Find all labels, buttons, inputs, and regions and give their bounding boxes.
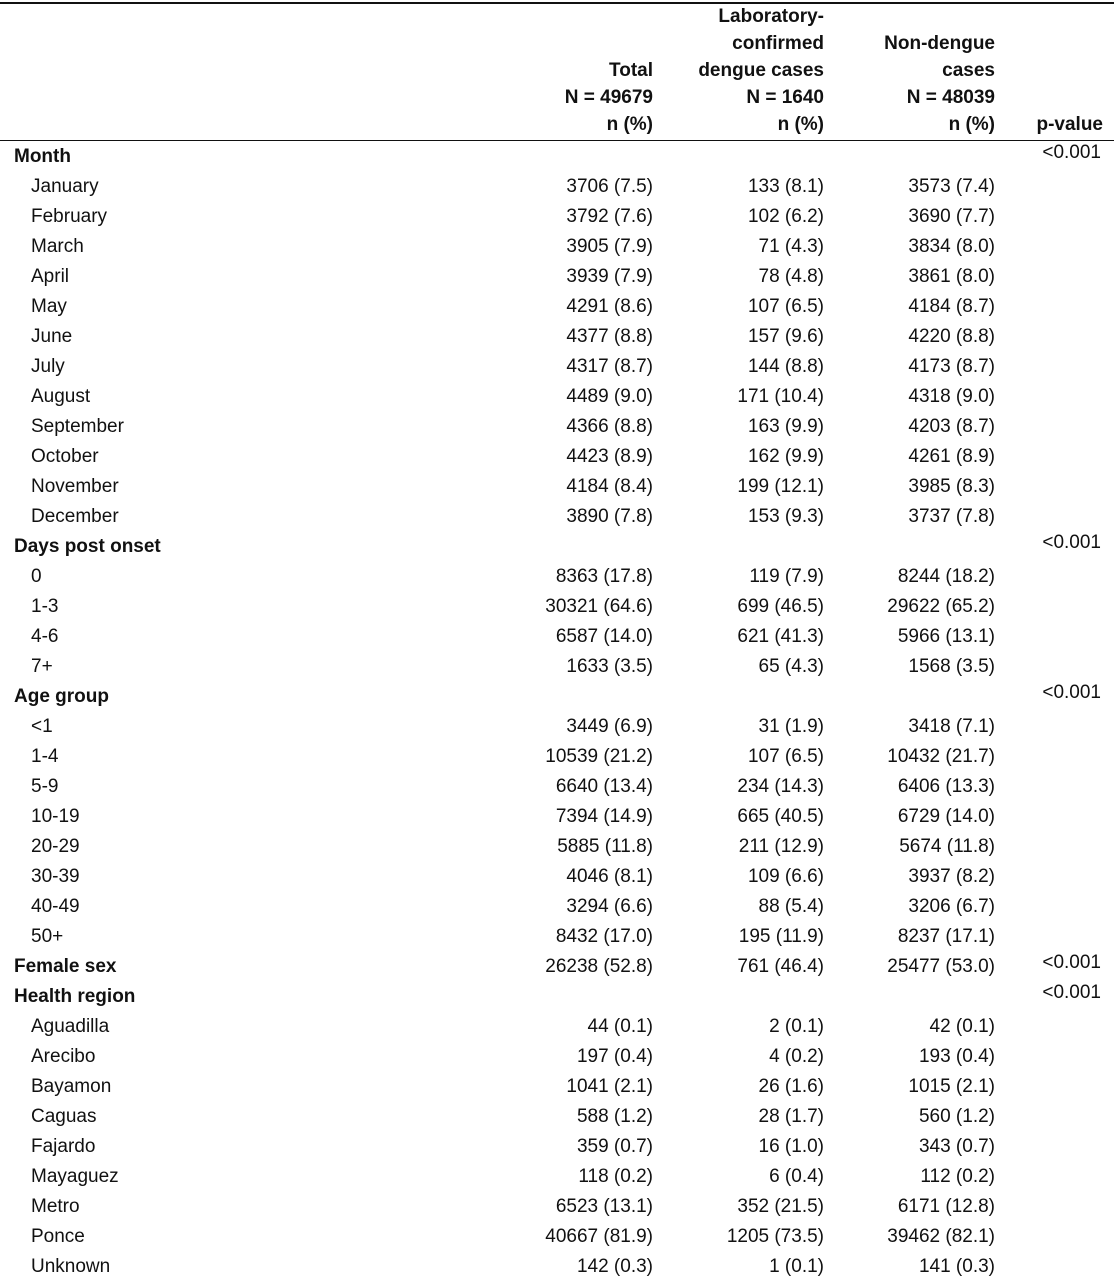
row-label: Unknown: [31, 1256, 111, 1277]
row-label: May: [31, 296, 67, 317]
cell-non-dengue: 4203 (8.7): [908, 416, 995, 437]
row-label: December: [31, 506, 119, 527]
cell-lab-confirmed: 157 (9.6): [747, 326, 824, 347]
header-total: Total N = 49679 n (%): [564, 60, 653, 135]
table-row: [0, 922, 1116, 952]
cell-non-dengue: 6729 (14.0): [897, 806, 995, 827]
table-row: [0, 862, 1116, 892]
cell-non-dengue: 343 (0.7): [918, 1136, 995, 1157]
table-row: [0, 172, 1116, 202]
cell-non-dengue: 193 (0.4): [918, 1046, 995, 1067]
cell-non-dengue: 39462 (82.1): [887, 1226, 995, 1247]
row-label: Fajardo: [31, 1136, 96, 1157]
table-row: [0, 1222, 1116, 1252]
row-label: November: [31, 476, 119, 497]
cell-total: 359 (0.7): [576, 1136, 653, 1157]
cell-lab-confirmed: 26 (1.6): [758, 1076, 824, 1097]
row-label: Mayaguez: [31, 1166, 119, 1187]
cell-p-value: <0.001: [1042, 142, 1101, 163]
row-label: 30-39: [31, 866, 80, 887]
cell-total: 8363 (17.8): [555, 566, 653, 587]
cell-lab-confirmed: 78 (4.8): [758, 266, 824, 287]
table-row: [0, 382, 1116, 412]
cell-total: 4291 (8.6): [566, 296, 653, 317]
cell-non-dengue: 4184 (8.7): [908, 296, 995, 317]
cell-total: 3905 (7.9): [566, 236, 653, 257]
table-row: [0, 1072, 1116, 1102]
row-label: August: [31, 386, 91, 407]
row-label: 4-6: [31, 626, 59, 647]
cell-total: 7394 (14.9): [555, 806, 653, 827]
cell-non-dengue: 5674 (11.8): [899, 836, 995, 857]
cell-total: 3792 (7.6): [566, 206, 653, 227]
cell-non-dengue: 3690 (7.7): [908, 206, 995, 227]
cell-total: 40667 (81.9): [545, 1226, 653, 1247]
cell-total: 4366 (8.8): [566, 416, 653, 437]
section-row: [0, 142, 1116, 172]
table-row: [0, 1042, 1116, 1072]
header-p-value: p-value: [1036, 114, 1103, 135]
cell-lab-confirmed: 107 (6.5): [747, 296, 824, 317]
table-row: [0, 652, 1116, 682]
table-row: [0, 472, 1116, 502]
table-row: [0, 742, 1116, 772]
cell-non-dengue: 42 (0.1): [929, 1016, 995, 1037]
row-label: 5-9: [31, 776, 59, 797]
cell-total: 6587 (14.0): [555, 626, 653, 647]
cell-lab-confirmed: 119 (7.9): [749, 566, 824, 587]
cell-non-dengue: 1568 (3.5): [908, 656, 995, 677]
cell-non-dengue: 3573 (7.4): [908, 176, 995, 197]
cell-non-dengue: 1015 (2.1): [908, 1076, 995, 1097]
table-row: [0, 1102, 1116, 1132]
cell-total: 4377 (8.8): [566, 326, 653, 347]
cell-lab-confirmed: 1 (0.1): [769, 1256, 824, 1277]
table-row: [0, 772, 1116, 802]
row-label: September: [31, 416, 124, 437]
cell-p-value: <0.001: [1042, 952, 1101, 973]
cell-total: 142 (0.3): [576, 1256, 653, 1277]
table-row: [0, 832, 1116, 862]
row-label: 7+: [31, 656, 53, 677]
section-row: [0, 682, 1116, 712]
cell-non-dengue: 4220 (8.8): [908, 326, 995, 347]
cell-lab-confirmed: 65 (4.3): [758, 656, 824, 677]
row-label: Aguadilla: [31, 1016, 110, 1037]
cell-non-dengue: 6406 (13.3): [897, 776, 995, 797]
cell-lab-confirmed: 163 (9.9): [747, 416, 824, 437]
cell-lab-confirmed: 28 (1.7): [758, 1106, 824, 1127]
cell-non-dengue: 4173 (8.7): [908, 356, 995, 377]
cell-total: 4317 (8.7): [566, 356, 653, 377]
cell-lab-confirmed: 71 (4.3): [758, 236, 824, 257]
cell-lab-confirmed: 171 (10.4): [737, 386, 824, 407]
cell-p-value: <0.001: [1042, 682, 1101, 703]
cell-non-dengue: 112 (0.2): [920, 1166, 995, 1187]
cell-non-dengue: 3737 (7.8): [908, 506, 995, 527]
cell-lab-confirmed: 665 (40.5): [737, 806, 824, 827]
cell-non-dengue: 29622 (65.2): [887, 596, 995, 617]
row-label: June: [31, 326, 73, 347]
row-label: July: [31, 356, 65, 377]
row-label: Arecibo: [31, 1046, 96, 1067]
cell-non-dengue: 5966 (13.1): [897, 626, 995, 647]
cell-total: 588 (1.2): [576, 1106, 653, 1127]
cell-total: 10539 (21.2): [545, 746, 653, 767]
cell-total: 26238 (52.8): [545, 956, 653, 977]
table-row: [0, 712, 1116, 742]
cell-lab-confirmed: 699 (46.5): [737, 596, 824, 617]
cell-lab-confirmed: 88 (5.4): [758, 896, 824, 917]
header-non-dengue: Non-dengue cases N = 48039 n (%): [884, 33, 995, 135]
row-label: Health region: [14, 986, 136, 1007]
header-rule: [0, 140, 1114, 141]
table-row: [0, 322, 1116, 352]
section-row: [0, 952, 1116, 982]
table-row: [0, 592, 1116, 622]
table-header: [0, 4, 1116, 140]
table-row: [0, 802, 1116, 832]
cell-non-dengue: 141 (0.3): [918, 1256, 995, 1277]
cell-lab-confirmed: 102 (6.2): [747, 206, 824, 227]
cell-lab-confirmed: 2 (0.1): [769, 1016, 824, 1037]
cell-non-dengue: 10432 (21.7): [887, 746, 995, 767]
cell-lab-confirmed: 621 (41.3): [737, 626, 824, 647]
cell-p-value: <0.001: [1042, 532, 1101, 553]
row-label: January: [31, 176, 99, 197]
table-row: [0, 1132, 1116, 1162]
cell-total: 3890 (7.8): [566, 506, 653, 527]
cell-non-dengue: 8237 (17.1): [897, 926, 995, 947]
cell-lab-confirmed: 195 (11.9): [738, 926, 824, 947]
table-row: [0, 412, 1116, 442]
cell-lab-confirmed: 234 (14.3): [737, 776, 824, 797]
cell-non-dengue: 3834 (8.0): [908, 236, 995, 257]
table-row: [0, 292, 1116, 322]
row-label: 20-29: [31, 836, 80, 857]
cell-total: 118 (0.2): [578, 1166, 653, 1187]
cell-lab-confirmed: 211 (12.9): [738, 836, 824, 857]
cell-non-dengue: 3861 (8.0): [908, 266, 995, 287]
row-label: Days post onset: [14, 536, 161, 557]
cell-total: 30321 (64.6): [545, 596, 653, 617]
cell-total: 3294 (6.6): [566, 896, 653, 917]
table-row: [0, 1192, 1116, 1222]
row-label: Month: [14, 146, 71, 167]
row-label: Ponce: [31, 1226, 85, 1247]
cell-total: 3449 (6.9): [566, 716, 653, 737]
cell-lab-confirmed: 133 (8.1): [747, 176, 824, 197]
table-row: [0, 1252, 1116, 1282]
header-lab-confirmed: Laboratory- confirmed dengue cases N = 1640 n (%): [698, 6, 824, 135]
row-label: 50+: [31, 926, 64, 947]
table-row: [0, 232, 1116, 262]
table-row: [0, 352, 1116, 382]
cell-lab-confirmed: 1205 (73.5): [726, 1226, 824, 1247]
table-row: [0, 562, 1116, 592]
cell-total: 6523 (13.1): [555, 1196, 653, 1217]
section-row: [0, 982, 1116, 1012]
cell-non-dengue: 3985 (8.3): [908, 476, 995, 497]
row-label: 10-19: [31, 806, 80, 827]
row-label: 0: [31, 566, 42, 587]
cell-lab-confirmed: 16 (1.0): [758, 1136, 824, 1157]
cell-total: 3706 (7.5): [566, 176, 653, 197]
row-label: Metro: [31, 1196, 80, 1217]
cell-lab-confirmed: 6 (0.4): [769, 1166, 824, 1187]
cell-total: 1633 (3.5): [566, 656, 653, 677]
cell-lab-confirmed: 761 (46.4): [737, 956, 824, 977]
cell-total: 197 (0.4): [576, 1046, 653, 1067]
cell-non-dengue: 560 (1.2): [918, 1106, 995, 1127]
cell-non-dengue: 3937 (8.2): [908, 866, 995, 887]
cell-total: 8432 (17.0): [555, 926, 653, 947]
cell-total: 44 (0.1): [587, 1016, 653, 1037]
cell-total: 4423 (8.9): [566, 446, 653, 467]
row-label: 1-4: [31, 746, 59, 767]
table-row: [0, 1012, 1116, 1042]
cell-lab-confirmed: 352 (21.5): [737, 1196, 824, 1217]
cell-non-dengue: 25477 (53.0): [887, 956, 995, 977]
row-label: February: [31, 206, 108, 227]
row-label: Age group: [14, 686, 109, 707]
section-row: [0, 532, 1116, 562]
cell-total: 1041 (2.1): [566, 1076, 653, 1097]
row-label: March: [31, 236, 84, 257]
table-row: [0, 502, 1116, 532]
cell-lab-confirmed: 199 (12.1): [737, 476, 824, 497]
cell-total: 3939 (7.9): [566, 266, 653, 287]
cell-p-value: <0.001: [1042, 982, 1101, 1003]
table-row: [0, 202, 1116, 232]
row-label: Female sex: [14, 956, 117, 977]
cell-non-dengue: 4261 (8.9): [908, 446, 995, 467]
table-row: [0, 622, 1116, 652]
cell-non-dengue: 4318 (9.0): [908, 386, 995, 407]
cell-lab-confirmed: 31 (1.9): [758, 716, 824, 737]
table-row: [0, 1162, 1116, 1192]
row-label: April: [31, 266, 70, 287]
row-label: October: [31, 446, 99, 467]
cell-total: 4489 (9.0): [566, 386, 653, 407]
cell-lab-confirmed: 153 (9.3): [747, 506, 824, 527]
row-label: Bayamon: [31, 1076, 112, 1097]
cell-non-dengue: 8244 (18.2): [897, 566, 995, 587]
table-row: [0, 262, 1116, 292]
cell-total: 4184 (8.4): [566, 476, 653, 497]
cell-non-dengue: 3206 (6.7): [908, 896, 995, 917]
cell-total: 4046 (8.1): [566, 866, 653, 887]
cell-total: 6640 (13.4): [555, 776, 653, 797]
cell-lab-confirmed: 107 (6.5): [747, 746, 824, 767]
row-label: Caguas: [31, 1106, 97, 1127]
cell-lab-confirmed: 109 (6.6): [747, 866, 824, 887]
cell-total: 5885 (11.8): [557, 836, 653, 857]
cell-lab-confirmed: 4 (0.2): [769, 1046, 824, 1067]
table-row: [0, 442, 1116, 472]
row-label: 40-49: [31, 896, 80, 917]
row-label: 1-3: [31, 596, 59, 617]
cell-non-dengue: 6171 (12.8): [897, 1196, 995, 1217]
cell-non-dengue: 3418 (7.1): [908, 716, 995, 737]
cell-lab-confirmed: 144 (8.8): [747, 356, 824, 377]
table-row: [0, 892, 1116, 922]
cell-lab-confirmed: 162 (9.9): [747, 446, 824, 467]
row-label: <1: [31, 716, 53, 737]
table-body: [0, 142, 1116, 1282]
